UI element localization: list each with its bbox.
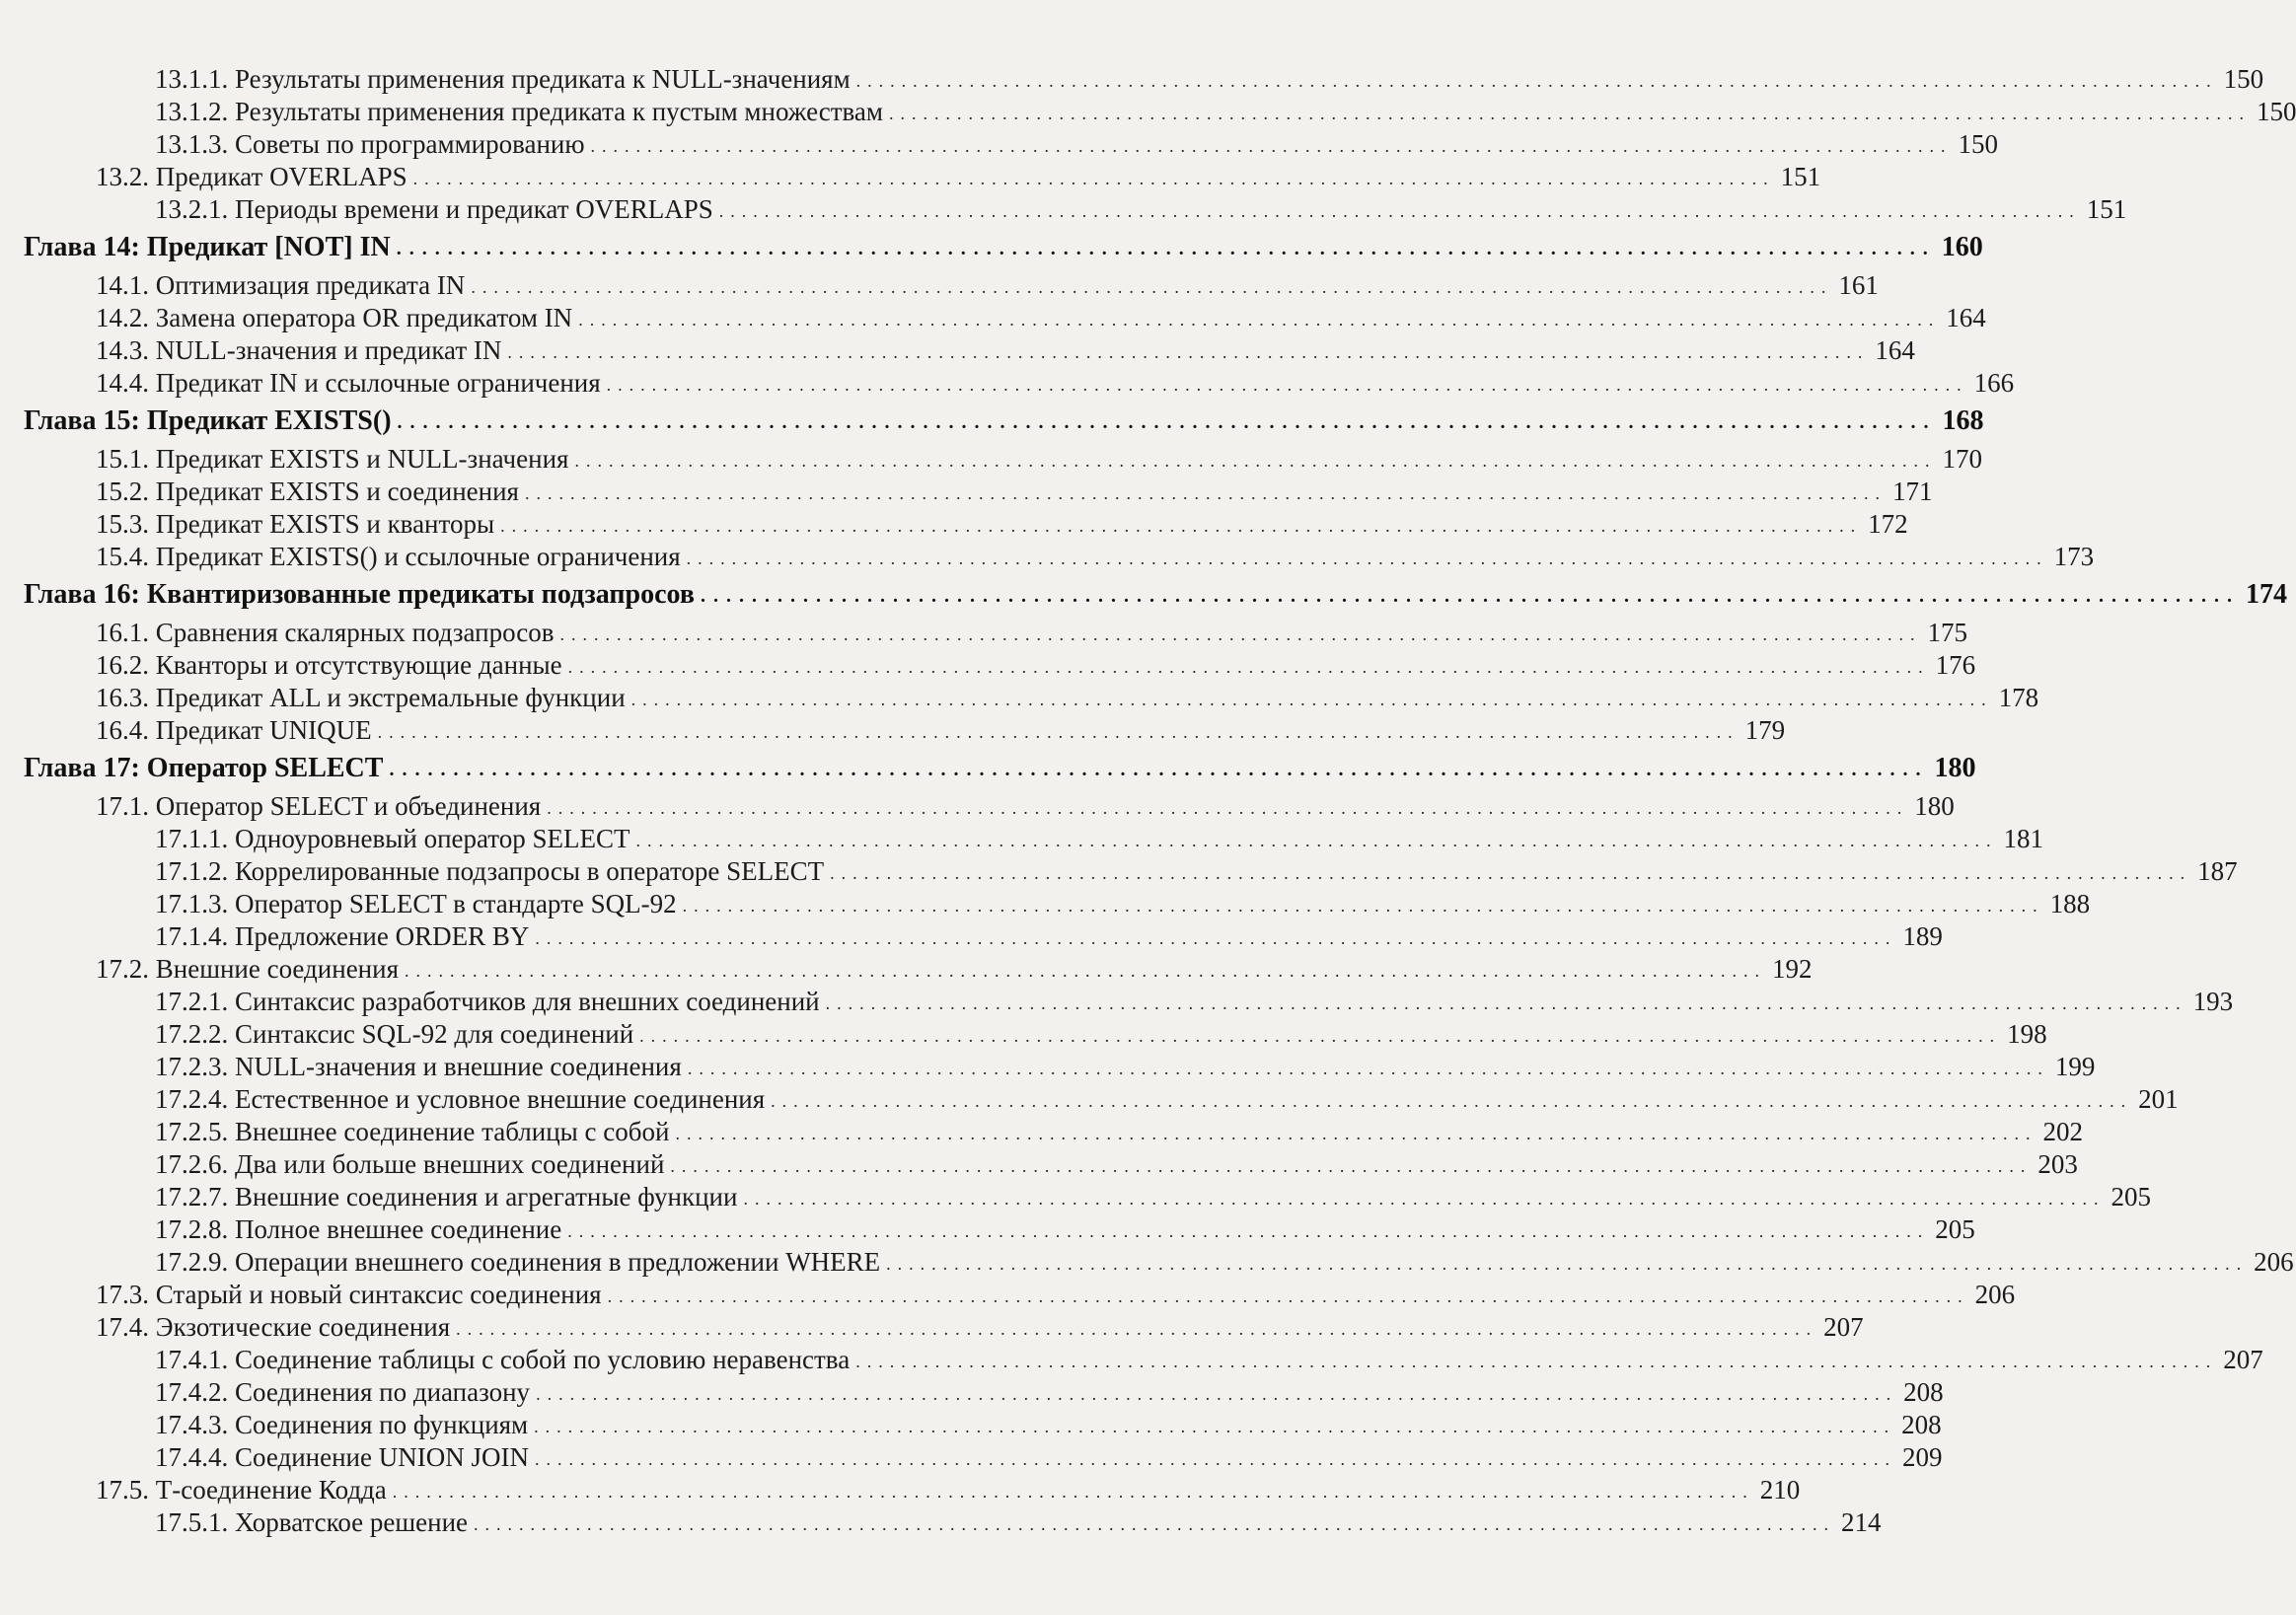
toc-entry[interactable] <box>155 194 2127 224</box>
entry-page: 164 <box>1946 303 1986 332</box>
entry-page: 178 <box>1998 683 2039 712</box>
dot-leader: ........................................................................................................................ <box>590 136 1953 156</box>
toc-entry[interactable] <box>96 791 1955 821</box>
entry-title: 17.1.4. Предложение ORDER BY <box>155 921 530 951</box>
dot-leader: ........................................................................................................................ <box>825 993 2187 1013</box>
dot-leader: ........................................................................................................................ <box>547 798 1909 818</box>
chapter-page: 180 <box>1934 753 1976 783</box>
entry-title: 17.2. Внешние соединения <box>96 954 399 984</box>
dot-leader: ........................................................................................................................ <box>718 201 2081 221</box>
entry-title: 16.2. Кванторы и отсутствующие данные <box>96 650 562 680</box>
entry-page: 202 <box>2042 1117 2083 1146</box>
entry-page: 188 <box>2049 889 2091 918</box>
toc-entry[interactable] <box>155 97 2296 126</box>
dot-leader: ........................................................................................................................ <box>534 1449 1896 1469</box>
entry-page: 214 <box>1841 1507 1882 1537</box>
toc-entry[interactable] <box>155 64 2264 94</box>
toc-entry[interactable] <box>155 856 2238 886</box>
dot-leader: ........................................................................................................................ <box>534 1417 1896 1436</box>
chapter-page: 174 <box>2245 579 2287 610</box>
toc-entry[interactable] <box>96 509 1908 539</box>
toc-entry[interactable] <box>96 954 1813 984</box>
toc-entry[interactable] <box>96 444 1982 474</box>
entry-title: 13.2.1. Периоды времени и предикат OVERLAPS <box>155 194 713 224</box>
entry-title: 16.3. Предикат ALL и экстремальные функции <box>96 683 626 712</box>
entry-title: 14.4. Предикат IN и ссылочные ограничения <box>96 368 601 398</box>
entry-page: 175 <box>1927 618 1968 647</box>
entry-page: 205 <box>1935 1214 1975 1244</box>
entry-title: 17.5.1. Хорватское решение <box>155 1507 469 1537</box>
entry-title: 17.3. Старый и новый синтаксис соединения <box>96 1280 602 1309</box>
dot-leader: ........................................................................................................................ <box>392 1482 1754 1502</box>
toc-entry[interactable] <box>96 618 1968 647</box>
dot-leader: ........................................................................................................................ <box>535 928 1897 948</box>
entry-page: 166 <box>1973 368 2015 398</box>
entry-title: 17.2.2. Синтаксис SQL-92 для соединений <box>155 1019 634 1049</box>
dot-leader: ........................................................................................................................ <box>682 896 2044 916</box>
toc-entry[interactable] <box>155 987 2234 1016</box>
toc-entry[interactable] <box>155 1442 1943 1472</box>
entry-title: 14.1. Оптимизация предиката IN <box>96 270 466 300</box>
dot-leader: ........................................................................................................................ <box>536 1384 1898 1404</box>
chapter-title: Глава 17: Оператор SELECT <box>24 753 384 783</box>
toc-entry[interactable] <box>96 477 1933 506</box>
dot-leader: ........................................................................................................................ <box>567 1221 1930 1241</box>
entry-page: 207 <box>2223 1345 2263 1374</box>
dot-leader: ........................................................................................................................ <box>670 1156 2033 1176</box>
toc-entry[interactable] <box>96 303 1986 332</box>
entry-page: 199 <box>2054 1052 2096 1081</box>
entry-page: 150 <box>1958 129 1999 159</box>
entry-title: 17.2.8. Полное внешнее соединение <box>155 1214 562 1244</box>
entry-page: 201 <box>2138 1084 2179 1114</box>
toc-entry[interactable] <box>96 650 1976 680</box>
dot-leader: ........................................................................................................................ <box>855 71 2218 91</box>
toc-entry[interactable] <box>155 1084 2179 1114</box>
dot-leader: ........................................................................................................................ <box>507 342 1870 362</box>
entry-page: 172 <box>1868 509 1908 539</box>
entry-title: 17.2.9. Операции внешнего соединения в предложении WHERE <box>155 1247 881 1277</box>
dot-leader: ........................................................................................................................ <box>639 1026 2002 1046</box>
toc-entry[interactable] <box>96 1475 1801 1505</box>
dot-leader: ........................................................................................................................ <box>574 451 1937 471</box>
entry-page: 210 <box>1759 1475 1801 1505</box>
dot-leader: ........................................................................................................................ <box>559 624 1922 644</box>
entry-page: 208 <box>1901 1410 1942 1439</box>
toc-entry[interactable] <box>155 1019 2047 1049</box>
entry-title: 13.2. Предикат OVERLAPS <box>96 162 407 191</box>
entry-title: 17.1.2. Коррелированные подзапросы в операторе SELECT <box>155 856 825 886</box>
entry-page: 170 <box>1942 444 1982 474</box>
entry-title: 17.4.3. Соединения по функциям <box>155 1410 529 1439</box>
entry-title: 17.2.5. Внешнее соединение таблицы с собой <box>155 1117 670 1146</box>
dot-leader: ........................................................................................................................ <box>687 1059 2049 1078</box>
dot-leader: ........................................................................................................................ <box>606 375 1968 395</box>
chapter-heading[interactable] <box>24 753 1976 783</box>
chapter-title: Глава 16: Квантиризованные предикаты подзапросов <box>24 579 695 610</box>
toc-entry[interactable] <box>96 1312 1864 1342</box>
entry-title: 17.2.7. Внешние соединения и агрегатные функции <box>155 1182 738 1211</box>
entry-page: 208 <box>1903 1377 1944 1407</box>
toc-entry[interactable] <box>155 1182 2151 1211</box>
dot-leader: ........................................................................................................................ <box>377 722 1740 742</box>
dot-leader: ........................................................................................................................ <box>675 1124 2037 1143</box>
entry-title: 14.2. Замена оператора OR предикатом IN <box>96 303 573 332</box>
entry-page: 150 <box>2223 64 2264 94</box>
dot-leader: ........................................................................................................................ <box>412 169 1775 188</box>
entry-title: 17.1.1. Одноуровневый оператор SELECT <box>155 824 630 853</box>
toc-entry[interactable] <box>155 889 2091 918</box>
toc-entry[interactable] <box>155 1410 1942 1439</box>
entry-page: 150 <box>2256 97 2296 126</box>
chapter-page: 160 <box>1941 232 1983 262</box>
chapter-page: 168 <box>1942 405 1984 436</box>
entry-page: 192 <box>1772 954 1813 984</box>
entry-page: 151 <box>1780 162 1821 191</box>
toc-entry[interactable] <box>96 1280 2016 1309</box>
entry-title: 16.4. Предикат UNIQUE <box>96 715 372 745</box>
entry-title: 15.3. Предикат EXISTS и кванторы <box>96 509 495 539</box>
toc-entry[interactable] <box>155 1507 1882 1537</box>
toc-entry[interactable] <box>155 1149 2078 1179</box>
dot-leader: ........................................................................................................................ <box>471 277 1833 297</box>
dot-leader: ........................................................................................................................ <box>635 831 1998 850</box>
entry-page: 203 <box>2037 1149 2078 1179</box>
toc-entry[interactable] <box>96 715 1786 745</box>
entry-title: 17.4.4. Соединение UNION JOIN <box>155 1442 529 1472</box>
dot-leader: ........................................................................................................................ <box>500 516 1863 536</box>
entry-page: 198 <box>2007 1019 2047 1049</box>
entry-title: 17.2.1. Синтаксис разработчиков для внешних соединений <box>155 987 820 1016</box>
entry-title: 17.2.6. Два или больше внешних соединений <box>155 1149 665 1179</box>
toc-entry[interactable] <box>155 1247 2294 1277</box>
dot-leader: ........................................................................................................................ <box>830 863 2192 883</box>
dot-leader: ........................................................................................................................ <box>630 690 1993 709</box>
toc-entry[interactable] <box>155 824 2043 853</box>
toc-entry[interactable] <box>155 1052 2096 1081</box>
dot-leader: ........................................................................................................................ <box>607 1286 1969 1306</box>
entry-title: 17.5. Т-соединение Кодда <box>96 1475 387 1505</box>
dot-leader: ........................................................................................................................ <box>855 1352 2218 1371</box>
toc-entry[interactable] <box>96 368 2015 398</box>
entry-page: 176 <box>1935 650 1976 680</box>
entry-page: 206 <box>2254 1247 2294 1277</box>
entry-title: 14.3. NULL-значения и предикат IN <box>96 335 502 365</box>
entry-page: 171 <box>1891 477 1933 506</box>
chapter-title: Глава 15: Предикат EXISTS() <box>24 405 392 436</box>
toc-entry[interactable] <box>96 683 2039 712</box>
toc-entry[interactable] <box>155 1377 1944 1407</box>
entry-title: 17.4.2. Соединения по диапазону <box>155 1377 531 1407</box>
entry-title: 15.1. Предикат EXISTS и NULL-значения <box>96 444 569 474</box>
entry-page: 206 <box>1974 1280 2016 1309</box>
dot-leader: ........................................................................................................................ <box>397 411 1937 433</box>
dot-leader: ........................................................................................................................ <box>743 1189 2106 1209</box>
entry-page: 181 <box>2003 824 2043 853</box>
entry-page: 179 <box>1744 715 1786 745</box>
entry-title: 13.1.3. Советы по программированию <box>155 129 585 159</box>
entry-page: 207 <box>1823 1312 1864 1342</box>
entry-title: 17.2.3. NULL-значения и внешние соединения <box>155 1052 682 1081</box>
entry-title: 17.1. Оператор SELECT и объединения <box>96 791 542 821</box>
entry-page: 164 <box>1875 335 1915 365</box>
entry-title: 17.4.1. Соединение таблицы с собой по условию неравенства <box>155 1345 851 1374</box>
dot-leader: ........................................................................................................................ <box>405 961 1766 981</box>
dot-leader: ........................................................................................................................ <box>771 1091 2133 1111</box>
toc-entry[interactable] <box>96 542 2095 571</box>
entry-page: 173 <box>2053 542 2095 571</box>
dot-leader: ........................................................................................................................ <box>888 104 2251 123</box>
dot-leader: ........................................................................................................................ <box>396 238 1936 259</box>
dot-leader: ........................................................................................................................ <box>686 549 2048 568</box>
entry-page: 151 <box>2086 194 2127 224</box>
entry-title: 15.2. Предикат EXISTS и соединения <box>96 477 519 506</box>
toc-entry[interactable] <box>155 1117 2083 1146</box>
entry-title: 17.2.4. Естественное и условное внешние соединения <box>155 1084 766 1114</box>
chapter-heading[interactable] <box>24 579 2287 610</box>
dot-leader: ........................................................................................................................ <box>578 310 1941 330</box>
dot-leader: ........................................................................................................................ <box>700 585 2240 607</box>
chapter-heading[interactable] <box>24 232 1983 262</box>
toc-entry[interactable] <box>96 335 1915 365</box>
toc-entry[interactable] <box>96 162 1821 191</box>
entry-title: 15.4. Предикат EXISTS() и ссылочные ограничения <box>96 542 681 571</box>
dot-leader: ........................................................................................................................ <box>456 1319 1818 1339</box>
entry-title: 17.1.3. Оператор SELECT в стандарте SQL-92 <box>155 889 677 918</box>
dot-leader: ........................................................................................................................ <box>886 1254 2249 1274</box>
chapter-title: Глава 14: Предикат [NOT] IN <box>24 232 391 262</box>
dot-leader: ........................................................................................................................ <box>567 657 1930 677</box>
entry-page: 180 <box>1914 791 1955 821</box>
entry-page: 193 <box>2192 987 2234 1016</box>
entry-title: 13.1.1. Результаты применения предиката к NULL-значениям <box>155 64 851 94</box>
toc-entry[interactable] <box>155 129 1999 159</box>
dot-leader: ........................................................................................................................ <box>389 759 1929 780</box>
toc-entry[interactable] <box>155 921 1943 951</box>
toc-entry[interactable] <box>155 1345 2263 1374</box>
entry-title: 13.1.2. Результаты применения предиката к пустым множествам <box>155 97 883 126</box>
dot-leader: ........................................................................................................................ <box>524 483 1887 503</box>
entry-page: 205 <box>2111 1182 2151 1211</box>
entry-page: 187 <box>2197 856 2238 886</box>
dot-leader: ........................................................................................................................ <box>474 1514 1836 1534</box>
toc-entry[interactable] <box>96 270 1879 300</box>
chapter-heading[interactable] <box>24 405 1984 436</box>
entry-page: 161 <box>1838 270 1879 300</box>
entry-title: 17.4. Экзотические соединения <box>96 1312 451 1342</box>
entry-page: 189 <box>1902 921 1943 951</box>
entry-page: 209 <box>1901 1442 1943 1472</box>
toc-entry[interactable] <box>155 1214 1975 1244</box>
entry-title: 16.1. Сравнения скалярных подзапросов <box>96 618 555 647</box>
